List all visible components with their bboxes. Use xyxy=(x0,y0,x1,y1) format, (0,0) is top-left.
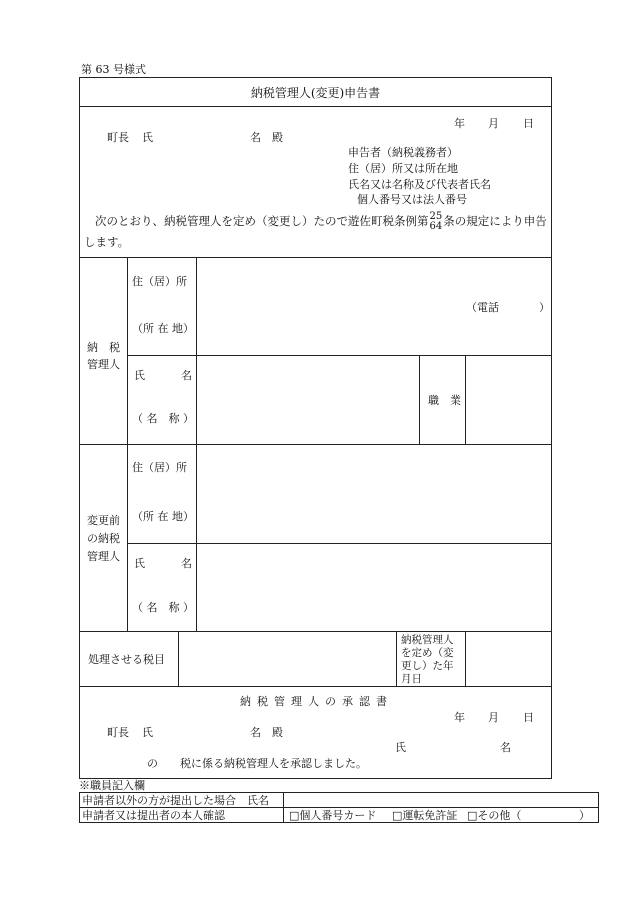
statement-line1 xyxy=(95,212,547,232)
prev-name-label-2: （ 名 称 ） xyxy=(132,601,194,614)
prev-name-label-shi: 氏 xyxy=(134,557,145,570)
divider xyxy=(465,355,466,445)
approval-signer-mei: 名 xyxy=(500,741,511,754)
appointment-date-label-line: 月日 xyxy=(401,673,422,685)
approval-month: 月 xyxy=(488,711,499,724)
approval-text: 税に係る納税管理人を承認しました。 xyxy=(180,757,367,770)
approval-town-head: 町長 xyxy=(107,726,129,739)
divider xyxy=(419,355,420,445)
approval-day: 日 xyxy=(523,711,534,724)
appointment-date-label-line: 納税管理人 xyxy=(401,634,454,646)
declarant-line3: 氏名又は名称及び代表者氏名 xyxy=(348,178,491,191)
manager-address-label-2: （所 在 地） xyxy=(132,322,194,335)
appointment-date-label-line: を定め（変 xyxy=(401,647,454,659)
prev-manager-label-3: 管理人 xyxy=(87,550,120,563)
staff-row2-label: 申請者又は提出者の本人確認 xyxy=(82,809,225,822)
divider xyxy=(79,444,552,445)
approval-signer-shi: 氏 xyxy=(395,741,406,754)
manager-name-label-mei: 名 xyxy=(181,369,192,382)
prev-address-label-1: 住（居）所 xyxy=(132,461,187,474)
date-day: 日 xyxy=(523,117,534,130)
declarant-line1: 申告者（納税義務者） xyxy=(348,146,458,159)
statement-line2: します。 xyxy=(84,235,130,249)
date-year: 年 xyxy=(454,117,465,130)
staff-row1-label: 申請者以外の方が提出した場合 氏名 xyxy=(82,794,269,807)
appointment-date-label-line: 更し）た年 xyxy=(401,660,454,672)
divider xyxy=(196,257,197,445)
approval-shi: 氏 xyxy=(142,726,153,739)
addressee-shi: 氏 xyxy=(142,131,153,144)
manager-label-1: 納 税 xyxy=(87,341,120,354)
approval-title: 納税管理人の承認書 xyxy=(240,695,393,708)
divider xyxy=(283,792,284,823)
manager-name-label-2: （ 名 称 ） xyxy=(132,412,194,425)
prev-name-label-mei: 名 xyxy=(181,557,192,570)
divider xyxy=(178,631,179,687)
check-other-close: ） xyxy=(579,809,590,822)
date-month: 月 xyxy=(488,117,499,130)
approval-dono: 殿 xyxy=(272,726,283,739)
check-mynumber-card[interactable]: □個人番号カード xyxy=(289,809,377,822)
form-number: 第 63 号様式 xyxy=(81,63,146,76)
divider xyxy=(79,257,552,258)
prev-address-label-2: （所 在 地） xyxy=(132,510,194,523)
occupation-label: 職 業 xyxy=(428,394,461,407)
approval-mei: 名 xyxy=(250,726,261,739)
divider xyxy=(127,355,552,356)
manager-label-2: 管理人 xyxy=(87,358,120,371)
manager-address-label-1: 住（居）所 xyxy=(132,275,187,288)
form-title: 納税管理人(変更)申告書 xyxy=(250,86,381,100)
staff-header: ※職員記入欄 xyxy=(79,779,145,792)
statement-part1: 次のとおり、納税管理人を定め（変更し）たので遊佐町税条例第 xyxy=(95,214,429,228)
manager-phone-label: （電話 xyxy=(466,301,499,314)
appointment-date-label xyxy=(401,634,454,686)
manager-phone-close: ） xyxy=(539,301,550,314)
divider xyxy=(127,543,552,544)
divider xyxy=(79,106,552,107)
prev-manager-label-1: 変更前 xyxy=(87,514,120,527)
addressee-town-head: 町長 xyxy=(107,131,129,144)
approval-year: 年 xyxy=(454,711,465,724)
divider xyxy=(465,631,466,687)
divider xyxy=(79,631,552,632)
article-fraction-bottom: 64 xyxy=(429,221,443,232)
manager-name-label-shi: 氏 xyxy=(134,369,145,382)
divider xyxy=(196,444,197,631)
declarant-line4: 個人番号又は法人番号 xyxy=(357,193,467,206)
article-fraction-top: 25 xyxy=(429,211,443,222)
addressee-dono: 殿 xyxy=(272,131,283,144)
tax-item-label: 処理させる税目 xyxy=(88,653,165,666)
approval-text-no: の xyxy=(147,757,158,770)
addressee-mei: 名 xyxy=(250,131,261,144)
check-other[interactable]: □その他（ xyxy=(467,809,522,822)
declarant-line2: 住（居）所又は所在地 xyxy=(348,162,458,175)
article-fraction xyxy=(430,212,443,232)
check-drivers-license[interactable]: □運転免許証 xyxy=(392,809,458,822)
divider xyxy=(396,631,397,687)
prev-manager-label-2: の納税 xyxy=(87,532,120,545)
divider xyxy=(79,686,552,687)
statement-part2: 条の規定により申告 xyxy=(443,214,547,228)
